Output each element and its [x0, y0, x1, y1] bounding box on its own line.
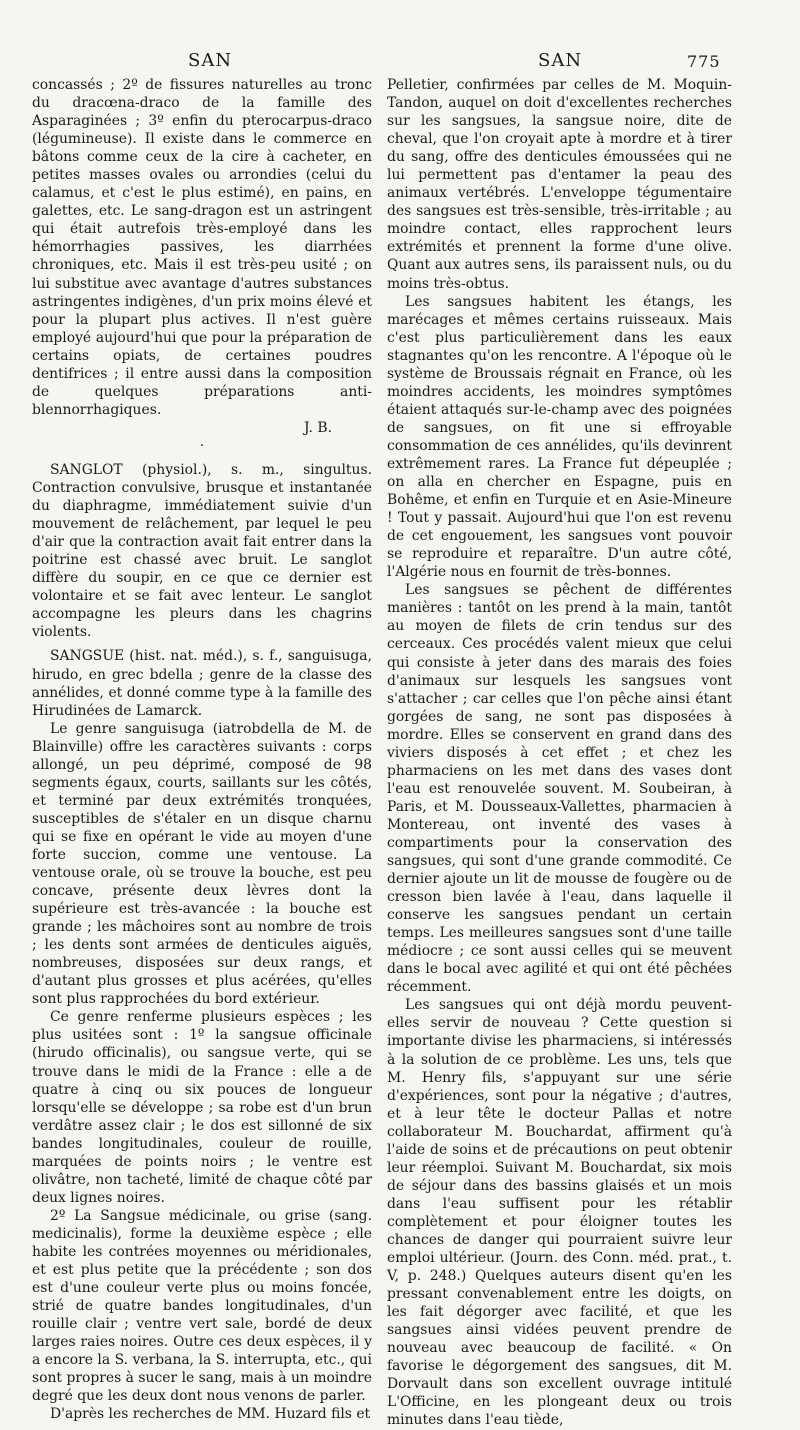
- habitat-paragraph: Les sangsues habitent les étangs, les marécages et mêmes certains ruisseaux. Mais c'est plus particulièrement dans les eaux stagnantes qu'on les rencontre. A l'époque où le système de Broussais régnait en France, où les moindres accidents, les moindres symptômes étaient attaqués sur-le-champ avec des poignées de sangsues, on fit une si effroyable consommation de ces annélides, qu'ils devinrent extrêmement rares. La France fut dépeuplée ; on alla en chercher en Espagne, puis en Bohême, et enfin en Turquie et en Asie-Mineure ! Tout y passait. Aujourd'hui que l'on est revenu de cet engouement, les sangsues vont pouvoir se reproduire et reparaître. D'un autre côté, l'Algérie nous en fournit de très-bonnes.: [387, 293, 732, 581]
- separator-dot: ·: [199, 437, 205, 454]
- sanglot-entry: SANGLOT (physiol.), s. m., singultus. Contraction convulsive, brusque et instantanée du diaphragme, immédiatement suivie d'un mouvement de relâchement, par lequel le peu d'air que la contraction avait fait entrer dans la poitrine est chassé avec bruit. Le sanglot diffère du soupir, en ce que ce dernier est volontaire et se fait avec lenteur. Le sanglot accompagne les pleurs dans les chagrins violents.: [32, 461, 372, 641]
- sangsue-entry: SANGSUE (hist. nat. méd.), s. f., sanguisuga, hirudo, en grec bdella ; genre de la classe des annélides, et donné comme type à la famille des Hirudinées de Lamarck.: [32, 648, 372, 719]
- page-number: 775: [687, 52, 721, 71]
- author-signature: J. B.: [304, 419, 332, 436]
- reemploi-paragraph: Les sangsues qui ont déjà mordu peuvent-elles servir de nouveau ? Cette question si importante divise les pharmaciens, si intéressés à la solution de ce problème. Les uns, tels que M. Henry fils, s'appuyant sur une série d'expériences, sont pour la négative ; d'autres, et à leur tête le docteur Pallas et notre collaborateur M. Bouchardat, affirment qu'à l'aide de soins et de précautions on peut obtenir leur réemploi. Suivant M. Bouchardat, six mois de séjour dans des bassins glaisés et un mois dans l'eau suffisent pour les rétablir complètement et pour éloigner toutes les chances de danger qui pourraient suivre leur emploi ultérieur. (Journ. des Conn. méd. prat., t. V, p. 248.) Quelques auteurs disent qu'en les pressant convenablement entre les doigts, on les fait dégorger avec facilité, et que les sangsues ainsi vidées peuvent prendre de nouveau avec beaucoup de facilité. « On favorise le dégorgement des sangsues, dit M. Dorvault dans son excellent ouvrage intitulé L'Officine, en les plongeant deux ou trois minutes dans l'eau tiède,: [387, 997, 732, 1429]
- right-column: [387, 76, 732, 1430]
- recherches-paragraph: D'après les recherches de MM. Huzard fils et: [50, 1406, 371, 1423]
- especes-paragraph: Ce genre renferme plusieurs espèces ; les plus usitées sont : 1º la sangsue officinale (hirudo officinalis), ou sangsue verte, qui se trouve dans le midi de la France : elle a de quatre à cinq ou six pouces de longueur lorsqu'elle se développe ; sa robe est d'un brun verdâtre assez clair ; le dos est sillonné de six bandes longitudinales, couleur de rouille, marquées de points noirs ; le ventre est olivâtre, non tacheté, limité de chaque côté par deux lignes noires.: [32, 1009, 372, 1206]
- left-column: [32, 76, 372, 1423]
- peche-paragraph: Les sangsues se pêchent de différentes manières : tantôt on les prend à la main, tantôt au moyen de filets de crin tendus sur des cerceaux. Ces procédés valent mieux que celui qui consiste à jeter dans des marais des foies d'animaux sur lesquels les sangsues vont s'attacher ; car celles que l'on pêche ainsi étant gorgées de sang, ne sont pas disposées à mordre. Elles se conservent en grand dans des viviers disposés à cet effet ; et chez les pharmaciens on les met dans des vases dont l'eau est renouvelée souvent. M. Soubeiran, à Paris, et M. Dousseaux-Vallettes, pharmacien à Montereau, ont inventé des vases à compartiments pour la conservation des sangsues, qui sont d'une grande commodité. Ce dernier ajoute un lit de mousse de fougère ou de cresson bien lavée à l'eau, dans laquelle il conserve les sangsues pendant un certain temps. Les meilleures sangsues sont d'une taille médiocre ; ce sont aussi celles qui se meuvent dans le bocal avec agilité et qui ont été pêchées récemment.: [387, 582, 732, 996]
- sang-dragon-paragraph: concassés ; 2º de fissures naturelles au tronc du dracœna-draco de la famille des Asparaginées ; 3º enfin du pterocarpus-draco (légumineuse). Il existe dans le commerce en bâtons comme ceux de la cire à cacheter, en petites masses ovales ou arrondies (celui du calamus, et c'est le plus estimé), en pains, en galettes, etc. Le sang-dragon est un astringent qui était autrefois très-employé dans les hémorrhagies passives, les diarrhées chroniques, etc. Mais il est très-peu usité ; on lui substitue avec avantage d'autres substances astringentes indigènes, d'un prix moins élevé et pour la plupart plus actives. Il n'est guère employé aujourd'hui que pour la préparation de certains opiats, de certaines poudres dentifrices ; il entre aussi dans la composition de quelques préparations anti-blennorrhagiques.: [32, 77, 372, 418]
- sangsue-medicinale-paragraph: 2º La Sangsue médicinale, ou grise (sang. medicinalis), forme la deuxième espèce ; elle habite les contrées moyennes ou méridionales, et est plus petite que la précédente ; son dos est d'une couleur verte plus ou moins foncée, strié de quatre bandes longitudinales, d'un rouille clair ; ventre vert sale, bordé de deux larges raies noires. Outre ces deux espèces, il y a encore la S. verbana, la S. interrupta, etc., qui sont propres à sucer le sang, mais à un moindre degré que les deux dont nous venons de parler.: [32, 1207, 372, 1405]
- running-head-right: SAN: [538, 50, 583, 71]
- running-head-left: SAN: [188, 50, 233, 71]
- pelletier-paragraph: Pelletier, confirmées par celles de M. Moquin-Tandon, auquel on doit d'excellentes recherches sur les sangsues, la sangsue noire, dite de cheval, que l'on croyait apte à mordre et à tirer du sang, offre des denticules émoussées qui ne lui permettent pas d'entamer la peau des animaux vertébrés. L'enveloppe tégumentaire des sangsues est très-sensible, très-irritable ; au moindre contact, elles rapprochent leurs extrémités et prennent la forme d'une olive. Quant aux autres sens, ils paraissent nuls, ou du moins très-obtus.: [387, 77, 732, 292]
- genre-paragraph: Le genre sanguisuga (iatrobdella de M. de Blainville) offre les caractères suivants : corps allongé, un peu déprimé, composé de 98 segments égaux, courts, saillants sur les côtés, et terminé par deux extrémités tronquées, susceptibles de s'étaler en un disque charnu qui se fixe en opérant le vide au moyen d'une forte succion, comme une ventouse. La ventouse orale, où se trouve la bouche, est peu concave, présente deux lèvres dont la supérieure est très-avancée : la bouche est grande ; les mâchoires sont au nombre de trois ; les dents sont armées de denticules aiguës, nombreuses, disposées sur deux rangs, et d'autant plus grosses et plus acérées, qu'elles sont plus rapprochées du bord extérieur.: [32, 720, 372, 1008]
